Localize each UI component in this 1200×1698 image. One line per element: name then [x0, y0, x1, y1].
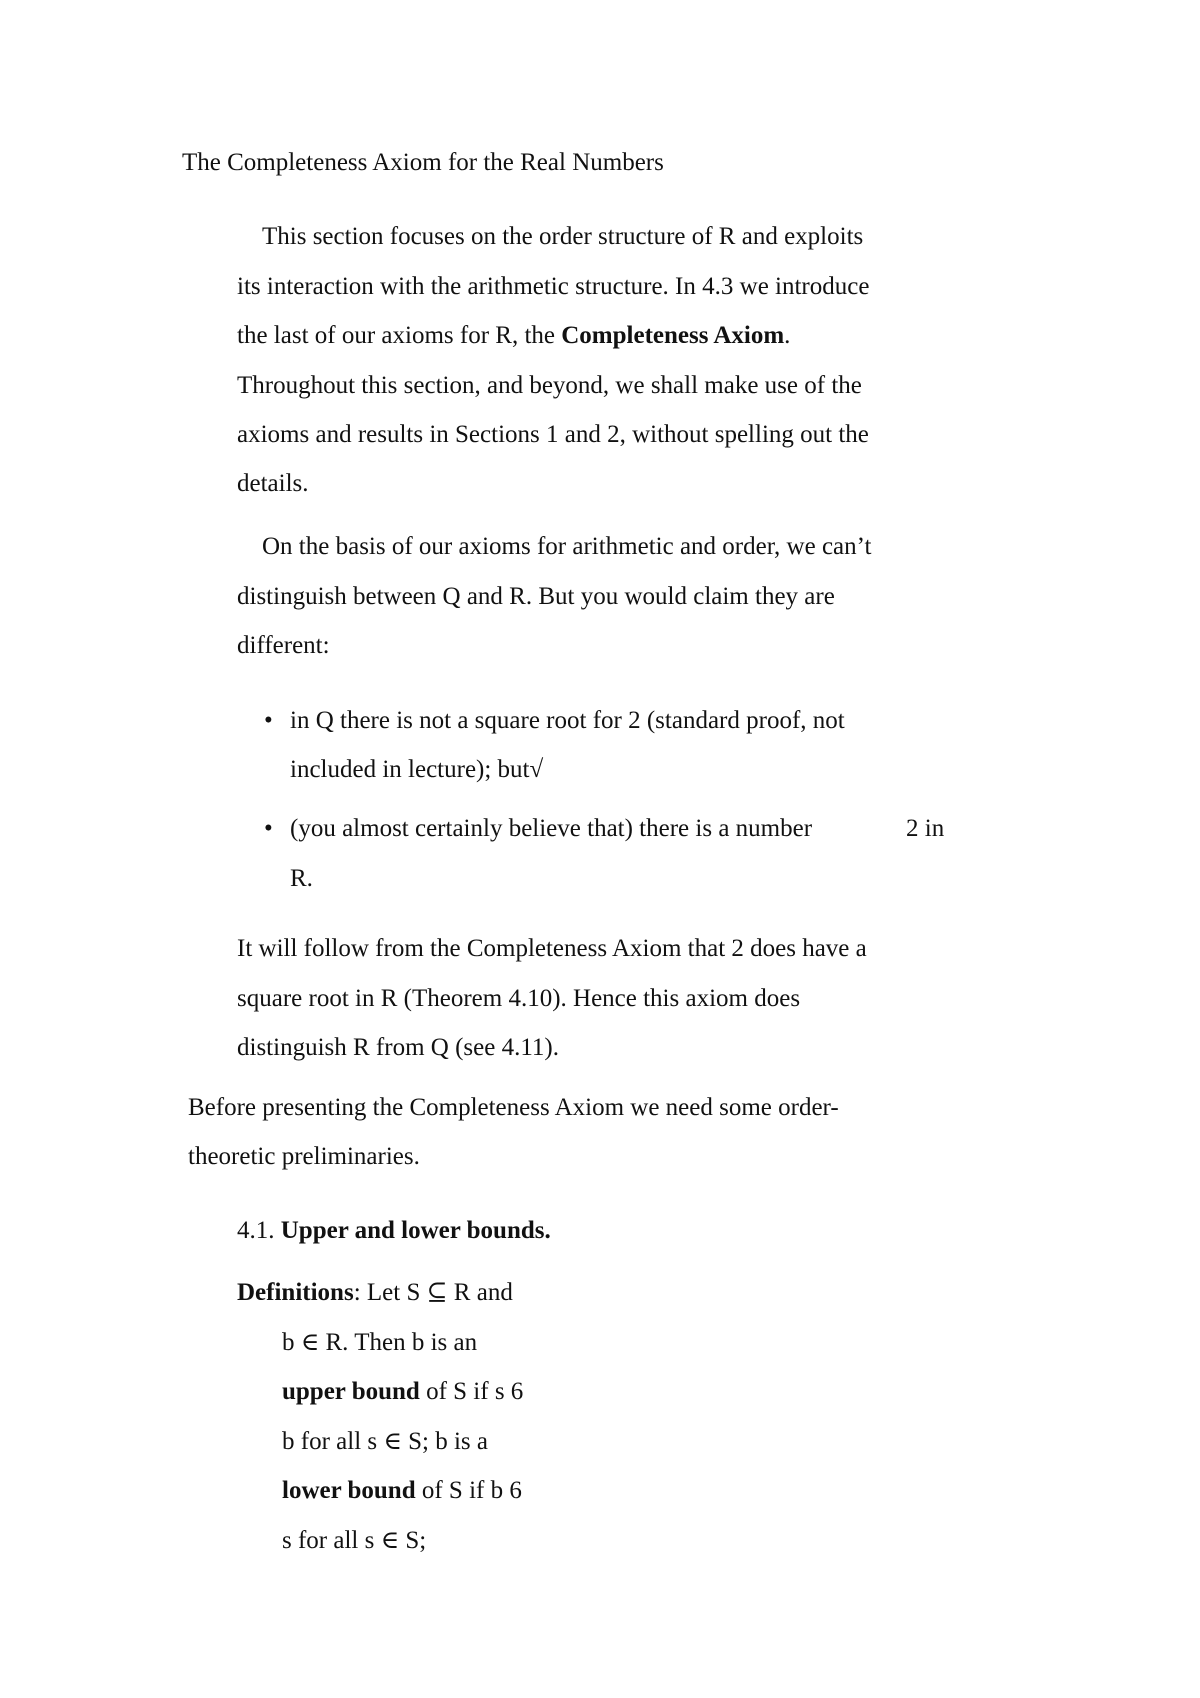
follow-line-2: square root in R (Theorem 4.10). Hence this axiom does — [237, 985, 801, 1012]
definitions-line-4: b for all s ∈ S; b is a — [282, 1428, 488, 1455]
before-line-2: theoretic preliminaries. — [188, 1143, 420, 1170]
bullet-1-line-1: in Q there is not a square root for 2 (standard proof, not — [290, 707, 845, 734]
definitions-line-6: s for all s ∈ S; — [282, 1527, 427, 1554]
bullet-marker-2: • — [264, 815, 273, 842]
definitions-line-2: b ∈ R. Then b is an — [282, 1329, 478, 1356]
intro-line-3-text: the last of our axioms for R, the — [237, 322, 562, 349]
intro-line-5: axioms and results in Sections 1 and 2, without spelling out the — [237, 421, 869, 448]
bullet-marker-1: • — [264, 707, 273, 734]
section-title: Upper and lower bounds. — [280, 1217, 551, 1244]
definitions-line-1 — [237, 1278, 513, 1308]
bullet-2-line-1: (you almost certainly believe that) there is a number — [290, 815, 813, 842]
definitions-line-5 — [282, 1476, 522, 1506]
bullet-2-line-2: R. — [290, 865, 313, 892]
section-heading — [237, 1216, 551, 1246]
follow-line-1: It will follow from the Completeness Axiom that 2 does have a — [237, 935, 867, 962]
follow-line-3: distinguish R from Q (see 4.11). — [237, 1034, 559, 1061]
intro-line-3-period: . — [784, 322, 791, 349]
intro-line-1: This section focuses on the order structure of R and exploits — [262, 223, 864, 250]
definitions-line-1-text: : Let S ⊆ R and — [353, 1279, 513, 1306]
section-number: 4.1. — [237, 1217, 281, 1244]
definitions-label: Definitions — [237, 1279, 354, 1306]
basis-line-3: different: — [237, 632, 330, 659]
bullet-2-line-1-end: 2 in — [906, 815, 945, 842]
completeness-axiom-term: Completeness Axiom — [561, 322, 785, 349]
intro-line-6: details. — [237, 470, 309, 497]
upper-bound-term: upper bound — [282, 1378, 420, 1405]
definitions-line-3 — [282, 1377, 523, 1407]
basis-line-1: On the basis of our axioms for arithmetic and order, we can’t — [262, 533, 872, 560]
intro-line-3 — [237, 321, 790, 351]
definitions-line-5-text: of S if b 6 — [415, 1477, 522, 1504]
intro-line-2: its interaction with the arithmetic structure. In 4.3 we introduce — [237, 273, 870, 300]
basis-line-2: distinguish between Q and R. But you would claim they are — [237, 583, 835, 610]
lower-bound-term: lower bound — [282, 1477, 416, 1504]
document-title: The Completeness Axiom for the Real Numbers — [182, 149, 664, 176]
before-line-1: Before presenting the Completeness Axiom we need some order- — [188, 1094, 839, 1121]
definitions-line-3-text: of S if s 6 — [419, 1378, 524, 1405]
intro-line-4: Throughout this section, and beyond, we shall make use of the — [237, 372, 862, 399]
bullet-1-line-2: included in lecture); but√ — [290, 756, 544, 783]
